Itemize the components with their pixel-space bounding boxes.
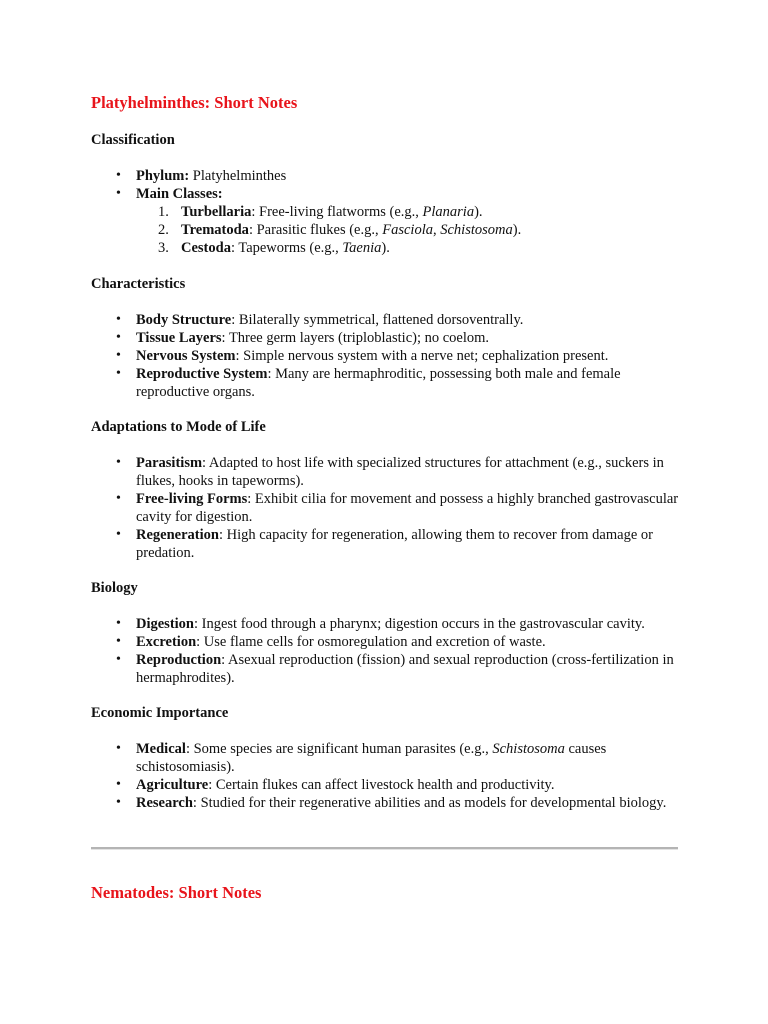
definition-end: ). [381, 240, 390, 256]
heading-economic-importance: Economic Importance [91, 705, 229, 721]
list-item [91, 185, 681, 257]
definition: : Use flame cells for osmoregulation and excretion of waste. [196, 634, 546, 650]
biology-list [91, 615, 681, 687]
term: Regeneration [136, 527, 219, 543]
list-item [91, 454, 681, 490]
species-name: Schistosoma [492, 741, 565, 757]
term: Cestoda [181, 240, 231, 256]
list-item [91, 740, 681, 776]
horizontal-divider [91, 847, 678, 850]
list-item [91, 347, 681, 365]
term: Tissue Layers [136, 330, 222, 346]
definition: : Certain flukes can affect livestock health and productivity. [208, 777, 555, 793]
definition: : Asexual reproduction (fission) and sexual reproduction (cross-fertilization in hermaphrodites). [136, 652, 674, 686]
term: Body Structure [136, 312, 232, 328]
characteristics-list [91, 311, 681, 401]
list-item [91, 329, 681, 347]
definition: : Bilaterally symmetrical, flattened dorsoventrally. [231, 312, 524, 328]
definition: : Studied for their regenerative abilities and as models for developmental biology. [192, 795, 667, 811]
definition: : Ingest food through a pharynx; digestion occurs in the gastrovascular cavity. [194, 616, 645, 632]
term: Parasitism [136, 455, 203, 471]
list-item [91, 167, 681, 185]
item-number: 3. [158, 240, 169, 256]
heading-adaptations: Adaptations to Mode of Life [91, 419, 266, 435]
term: Turbellaria [181, 204, 252, 220]
list-item [91, 311, 681, 329]
numbered-item [136, 203, 681, 221]
list-item [91, 651, 681, 687]
list-item [91, 365, 681, 401]
definition: : Some species are significant human parasites (e.g., [185, 741, 493, 757]
definition: : Free-living flatworms (e.g., [251, 204, 423, 220]
numbered-item [136, 239, 681, 257]
species-name: Taenia [342, 240, 382, 256]
list-item [91, 526, 681, 562]
term: Free-living Forms [136, 491, 248, 507]
term: Main Classes: [136, 186, 223, 202]
species-name: Schistosoma [440, 222, 513, 238]
species-name: Planaria [422, 204, 475, 220]
section-title-nematodes: Nematodes: Short Notes [91, 883, 262, 902]
term: Reproduction [136, 652, 222, 668]
numbered-item [136, 221, 681, 239]
heading-classification: Classification [91, 132, 175, 148]
section-title-platyhelminthes: Platyhelminthes: Short Notes [91, 93, 298, 112]
term: Nervous System [136, 348, 236, 364]
definition: : Parasitic flukes (e.g., [248, 222, 383, 238]
list-item [91, 794, 681, 812]
list-item [91, 615, 681, 633]
term: Excretion [136, 634, 197, 650]
definition: : Exhibit cilia for movement and possess a highly branched gastrovascular cavity for digestion. [136, 491, 679, 525]
term: Trematoda [181, 222, 249, 238]
definition-end: ). [474, 204, 483, 220]
definition: : High capacity for regeneration, allowing them to recover from damage or predation. [136, 527, 653, 561]
list-item [91, 776, 681, 794]
list-item [91, 633, 681, 651]
term: Medical [136, 741, 186, 757]
classification-list [91, 167, 681, 257]
definition-end: causes schistosomiasis). [136, 741, 607, 775]
adaptations-list [91, 454, 681, 562]
term: Digestion [136, 616, 194, 632]
heading-biology: Biology [91, 580, 138, 596]
definition: : Adapted to host life with specialized structures for attachment (e.g., suckers in flukes, hooks in tapeworms). [136, 455, 664, 489]
definition-end: ). [512, 222, 522, 238]
definition: : Many are hermaphroditic, possessing both male and female reproductive organs. [136, 366, 621, 400]
term: Research [136, 795, 193, 811]
definition: : Simple nervous system with a nerve net; cephalization present. [235, 348, 609, 364]
term: Reproductive System [136, 366, 268, 382]
main-classes-list [136, 203, 681, 257]
heading-characteristics: Characteristics [91, 276, 186, 292]
separator: , [432, 222, 441, 238]
term: Agriculture [136, 777, 209, 793]
item-number: 1. [158, 204, 169, 220]
definition: : Tapeworms (e.g., [230, 240, 343, 256]
economic-list [91, 740, 681, 812]
list-item [91, 490, 681, 526]
term: Phylum: [136, 168, 190, 184]
definition: Platyhelminthes [189, 168, 287, 184]
definition: : Three germ layers (triploblastic); no coelom. [221, 330, 490, 346]
item-number: 2. [158, 222, 169, 238]
species-name: Fasciola [382, 222, 433, 238]
